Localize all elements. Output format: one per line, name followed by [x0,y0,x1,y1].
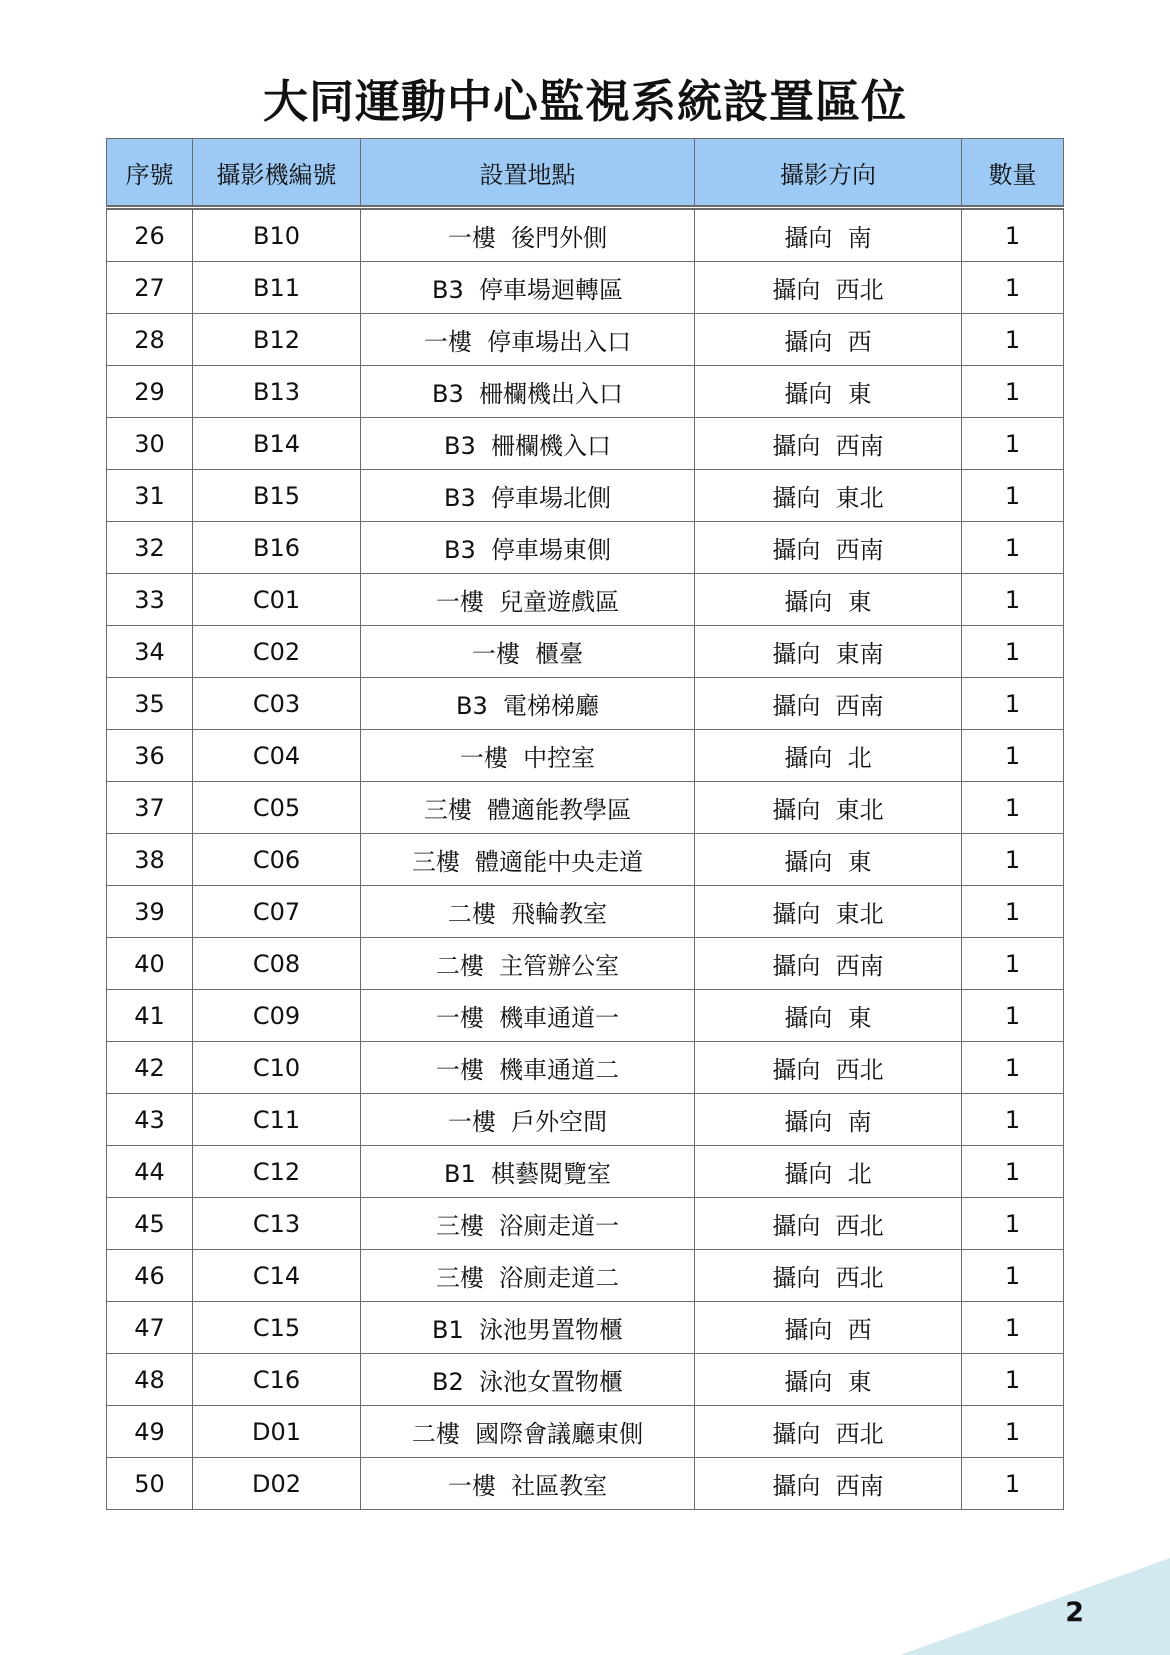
cell-location: B3 停車場東側 [361,522,695,574]
cell-camera-id: B11 [193,262,361,314]
cell-serial-number: 29 [107,366,193,418]
cell-camera-id: D02 [193,1458,361,1510]
cell-quantity: 1 [962,208,1064,262]
cell-location: 一樓 機車通道一 [361,990,695,1042]
cell-direction: 攝向 西南 [695,418,962,470]
cell-camera-id: C04 [193,730,361,782]
page-number: 2 [1065,1597,1084,1628]
cell-camera-id: C16 [193,1354,361,1406]
table-row [107,730,1064,782]
cell-location: B3 柵欄機入口 [361,418,695,470]
cell-location: 三樓 浴廁走道一 [361,1198,695,1250]
cell-camera-id: C13 [193,1198,361,1250]
cell-camera-id: B10 [193,208,361,262]
cell-serial-number: 46 [107,1250,193,1302]
cell-direction: 攝向 北 [695,1146,962,1198]
table-row [107,522,1064,574]
page-title: 大同運動中心監視系統設置區位 [262,75,907,128]
cell-camera-id: C08 [193,938,361,990]
cell-serial-number: 48 [107,1354,193,1406]
cell-quantity: 1 [962,626,1064,678]
cell-camera-id: C06 [193,834,361,886]
table-row [107,782,1064,834]
cell-location: B2 泳池女置物櫃 [361,1354,695,1406]
cell-direction: 攝向 西北 [695,1042,962,1094]
table-row [107,470,1064,522]
cell-quantity: 1 [962,574,1064,626]
table-row [107,1302,1064,1354]
cell-direction: 攝向 西北 [695,1250,962,1302]
cell-location: 一樓 兒童遊戲區 [361,574,695,626]
cell-camera-id: C14 [193,1250,361,1302]
cell-direction: 攝向 北 [695,730,962,782]
cell-direction: 攝向 東北 [695,782,962,834]
cell-camera-id: D01 [193,1406,361,1458]
header-camera-id: 攝影機編號 [193,139,361,208]
cell-camera-id: B16 [193,522,361,574]
cell-serial-number: 37 [107,782,193,834]
table-row [107,886,1064,938]
table-body [107,208,1064,1510]
cell-quantity: 1 [962,834,1064,886]
cell-location: 三樓 浴廁走道二 [361,1250,695,1302]
table-row [107,366,1064,418]
cell-location: 一樓 社區教室 [361,1458,695,1510]
cell-camera-id: C05 [193,782,361,834]
cell-direction: 攝向 西 [695,1302,962,1354]
header-quantity: 數量 [962,139,1064,208]
cell-serial-number: 49 [107,1406,193,1458]
corner-decoration [900,1558,1170,1655]
cell-direction: 攝向 西南 [695,522,962,574]
cell-location: B3 電梯梯廳 [361,678,695,730]
cell-location: 一樓 後門外側 [361,208,695,262]
cell-quantity: 1 [962,678,1064,730]
cell-location: B1 棋藝閱覽室 [361,1146,695,1198]
cell-location: 一樓 櫃臺 [361,626,695,678]
cell-camera-id: C12 [193,1146,361,1198]
cell-location: 一樓 戶外空間 [361,1094,695,1146]
cell-camera-id: C10 [193,1042,361,1094]
table-header-row [107,139,1064,208]
cell-serial-number: 42 [107,1042,193,1094]
cell-serial-number: 31 [107,470,193,522]
cell-serial-number: 32 [107,522,193,574]
cell-direction: 攝向 東 [695,990,962,1042]
cell-direction: 攝向 東北 [695,886,962,938]
cell-serial-number: 41 [107,990,193,1042]
table-row [107,1354,1064,1406]
cell-quantity: 1 [962,470,1064,522]
header-direction: 攝影方向 [695,139,962,208]
table-row [107,574,1064,626]
table-row [107,1198,1064,1250]
cell-quantity: 1 [962,1354,1064,1406]
cell-camera-id: C07 [193,886,361,938]
cell-quantity: 1 [962,314,1064,366]
table-row [107,990,1064,1042]
cell-quantity: 1 [962,938,1064,990]
cell-location: 三樓 體適能中央走道 [361,834,695,886]
cell-direction: 攝向 東南 [695,626,962,678]
cell-serial-number: 45 [107,1198,193,1250]
cell-quantity: 1 [962,522,1064,574]
cell-quantity: 1 [962,1406,1064,1458]
cell-serial-number: 39 [107,886,193,938]
cell-direction: 攝向 西北 [695,1198,962,1250]
cell-direction: 攝向 南 [695,208,962,262]
cell-quantity: 1 [962,1198,1064,1250]
cell-serial-number: 44 [107,1146,193,1198]
cell-location: 二樓 飛輪教室 [361,886,695,938]
cell-direction: 攝向 西北 [695,262,962,314]
cell-quantity: 1 [962,1302,1064,1354]
table-row [107,834,1064,886]
cell-quantity: 1 [962,886,1064,938]
cell-serial-number: 43 [107,1094,193,1146]
cell-camera-id: C03 [193,678,361,730]
cell-quantity: 1 [962,1458,1064,1510]
table-row [107,418,1064,470]
cell-serial-number: 38 [107,834,193,886]
table-row [107,314,1064,366]
camera-location-table [106,138,1064,1510]
cell-direction: 攝向 西南 [695,1458,962,1510]
cell-location: 三樓 體適能教學區 [361,782,695,834]
cell-direction: 攝向 西 [695,314,962,366]
cell-quantity: 1 [962,262,1064,314]
cell-location: B3 停車場迴轉區 [361,262,695,314]
cell-camera-id: C01 [193,574,361,626]
cell-camera-id: C02 [193,626,361,678]
table-row [107,1094,1064,1146]
cell-direction: 攝向 東北 [695,470,962,522]
cell-quantity: 1 [962,1042,1064,1094]
cell-location: B1 泳池男置物櫃 [361,1302,695,1354]
header-location: 設置地點 [361,139,695,208]
cell-serial-number: 33 [107,574,193,626]
cell-serial-number: 50 [107,1458,193,1510]
table-row [107,678,1064,730]
table-row [107,1458,1064,1510]
cell-direction: 攝向 東 [695,834,962,886]
table-row [107,626,1064,678]
cell-direction: 攝向 西南 [695,678,962,730]
cell-location: 一樓 中控室 [361,730,695,782]
cell-serial-number: 35 [107,678,193,730]
cell-quantity: 1 [962,418,1064,470]
table-row [107,1406,1064,1458]
cell-serial-number: 40 [107,938,193,990]
cell-camera-id: B15 [193,470,361,522]
header-serial-number: 序號 [107,139,193,208]
cell-location: 二樓 主管辦公室 [361,938,695,990]
cell-serial-number: 30 [107,418,193,470]
cell-quantity: 1 [962,1250,1064,1302]
cell-camera-id: B14 [193,418,361,470]
cell-location: 一樓 機車通道二 [361,1042,695,1094]
cell-serial-number: 34 [107,626,193,678]
cell-serial-number: 36 [107,730,193,782]
cell-direction: 攝向 東 [695,366,962,418]
cell-serial-number: 28 [107,314,193,366]
cell-quantity: 1 [962,990,1064,1042]
cell-direction: 攝向 東 [695,1354,962,1406]
cell-direction: 攝向 西北 [695,1406,962,1458]
cell-location: 一樓 停車場出入口 [361,314,695,366]
table-row [107,938,1064,990]
cell-camera-id: C11 [193,1094,361,1146]
cell-direction: 攝向 西南 [695,938,962,990]
cell-quantity: 1 [962,366,1064,418]
cell-location: B3 柵欄機出入口 [361,366,695,418]
corner-triangle [900,1558,1170,1655]
cell-location: B3 停車場北側 [361,470,695,522]
table-row [107,208,1064,262]
cell-serial-number: 26 [107,208,193,262]
cell-camera-id: B13 [193,366,361,418]
table-row [107,1146,1064,1198]
cell-camera-id: C09 [193,990,361,1042]
cell-direction: 攝向 東 [695,574,962,626]
cell-serial-number: 27 [107,262,193,314]
cell-quantity: 1 [962,730,1064,782]
cell-quantity: 1 [962,782,1064,834]
cell-quantity: 1 [962,1094,1064,1146]
cell-serial-number: 47 [107,1302,193,1354]
cell-camera-id: B12 [193,314,361,366]
table-row [107,1042,1064,1094]
cell-quantity: 1 [962,1146,1064,1198]
table-row [107,262,1064,314]
table-row [107,1250,1064,1302]
cell-location: 二樓 國際會議廳東側 [361,1406,695,1458]
cell-camera-id: C15 [193,1302,361,1354]
cell-direction: 攝向 南 [695,1094,962,1146]
